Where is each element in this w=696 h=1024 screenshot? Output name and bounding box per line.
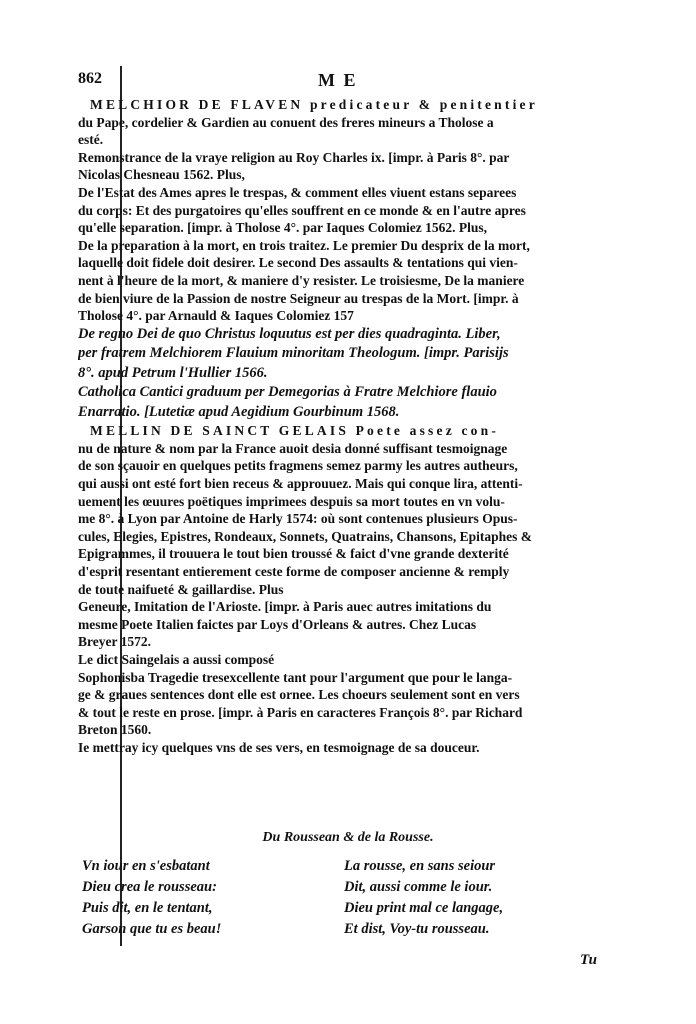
page-header [78, 70, 636, 94]
text-line: qu'elle separation. [impr. à Tholose 4°. par Iaques Colomiez 1562. Plus, [78, 220, 488, 236]
poem-line: La rousse, en sans seiour [344, 858, 496, 874]
text-line: nent à l'heure de la mort, & maniere d'y resister. Le troisiesme, De la maniere [78, 272, 525, 288]
text-line: Le dict Saingelais a aussi composé [78, 651, 275, 667]
poem-line: Garson que tu es beau! [82, 921, 222, 937]
text-line: De la preparation à la mort, en trois traitez. Le premier Du desprix de la mort, [78, 237, 530, 253]
running-head: M E [318, 70, 358, 90]
text-line: Geneure, Imitation de l'Arioste. [impr. à Paris auec autres imitations du [78, 599, 492, 615]
catchword: Tu [580, 952, 597, 968]
poem-right-column [344, 856, 564, 940]
text-line: & tout le reste en prose. [impr. à Paris en caracteres François 8°. par Richard [78, 704, 523, 720]
text-line: Ie mettray icy quelques vns de ses vers, en tesmoignage de sa douceur. [78, 739, 480, 755]
text-line: cules, Elegies, Epistres, Rondeaux, Sonnets, Quatrains, Chansons, Epitaphes & [78, 528, 532, 544]
text-line: de toute naifueté & gaillardise. Plus [78, 581, 284, 597]
text-line: uement les œuures poëtiques imprimees despuis sa mort toutes en vn volu- [78, 493, 505, 509]
text-line: MELLIN DE SAINCT GELAIS Poete assez con- [90, 423, 500, 439]
text-line: d'esprit resentant entierement ceste forme de composer ancienne & remply [78, 563, 510, 579]
text-line: Breton 1560. [78, 722, 152, 738]
text-line: Catholica Cantici graduum per Demegorias à Fratre Melchiore flauio [78, 384, 497, 401]
poem-line: Dieu crea le rousseau: [82, 879, 217, 895]
text-line: nu de nature & nom par la France auoit desia donné suffisant tesmoignage [78, 440, 508, 456]
text-line: mesme Poete Italien faictes par Loys d'Orleans & autres. Chez Lucas [78, 616, 477, 632]
text-line: Remonstrance de la vraye religion au Roy Charles ix. [impr. à Paris 8°. par [78, 149, 510, 165]
text-line: Epigrammes, il trouuera le tout bien troussé & faict d'vne grande dexterité [78, 546, 509, 562]
poem-left-column [82, 856, 302, 940]
text-line: me 8°. à Lyon par Antoine de Harly 1574: où sont contenues plusieurs Opus- [78, 511, 518, 527]
poem-line: Et dist, Voy-tu rousseau. [344, 921, 490, 937]
body-text [78, 96, 612, 757]
poem-line: Puis dit, en le tentant, [82, 900, 213, 916]
poem-line: Dieu print mal ce langage, [344, 900, 504, 916]
poem-line: Dit, aussi comme le iour. [344, 879, 493, 895]
text-line: Nicolas Chesneau 1562. Plus, [78, 167, 245, 183]
poem-line: Vn iour en s'esbatant [82, 858, 210, 874]
poem-title: Du Roussean & de la Rousse. [262, 830, 434, 845]
text-line: per fratrem Melchiorem Flauium minoritam Theologum. [impr. Parisijs [78, 345, 509, 362]
text-line: De l'Estat des Ames apres le trespas, & comment elles viuent estans separees [78, 184, 517, 200]
text-line: du corps: Et des purgatoires qu'elles souffrent en ce monde & en l'autre apres [78, 202, 526, 218]
text-line: MELCHIOR DE FLAVEN predicateur & penitentier [90, 97, 538, 112]
text-line: esté. [78, 132, 104, 148]
text-line: 8°. apud Petrum l'Hullier 1566. [78, 364, 268, 381]
text-line: Tholose 4°. par Arnauld & Iaques Colomiez 157 [78, 308, 354, 324]
page-number: 862 [78, 70, 102, 87]
text-line: Breyer 1572. [78, 634, 151, 650]
text-line: qui aussi ont esté fort bien receus & approuuez. Mais qui conque lira, attenti- [78, 476, 523, 491]
text-line: de son sçauoir en quelques petits fragmens semez parmy les autres autheurs, [78, 458, 518, 474]
text-line: ge & graues sentences dont elle est ornee. Les choeurs seulement sont en vers [78, 687, 520, 703]
text-line: de bien viure de la Passion de nostre Seigneur au trespas de la Mort. [impr. à [78, 290, 519, 306]
text-line: laquelle doit fidele doit desirer. Le second Des assaults & tentations qui vien- [78, 255, 518, 271]
text-line: De regno Dei de quo Christus loquutus est per dies quadraginta. Liber, [78, 325, 501, 342]
text-line: Sophonisba Tragedie tresexcellente tant pour l'argument que pour le langa- [78, 669, 513, 685]
text-line: du Pape, cordelier & Gardien au conuent des freres mineurs a Tholose a [78, 114, 494, 130]
text-line: Enarratio. [Lutetiæ apud Aegidium Gourbinum 1568. [78, 403, 400, 420]
